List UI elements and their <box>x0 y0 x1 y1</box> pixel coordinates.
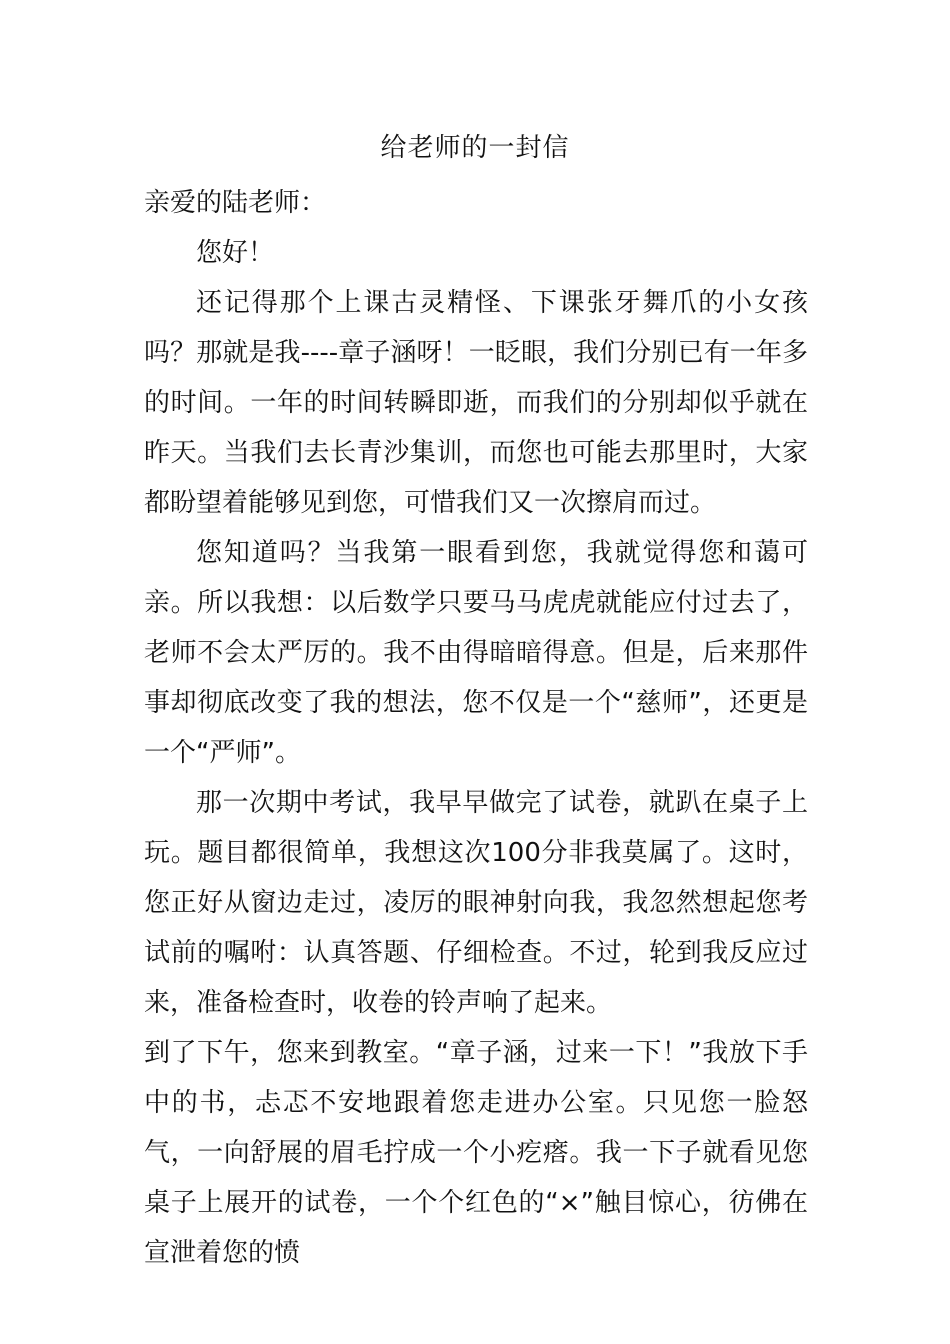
paragraph-midterm-exam: 那一次期中考试，我早早做完了试卷，就趴在桌子上玩。题目都很简单，我想这次100分非我莫属了。这时，您正好从窗边走过，凌厉的眼神射向我，我忽然想起您考试前的嘱咐：认真答题、仔细检查。不过，轮到我反应过来，准备检查时，收卷的铃声响了起来。 <box>144 788 808 1018</box>
paragraph-afternoon-office: 到了下午，您来到教室。“章子涵，过来一下！”我放下手中的书，忐忑不安地跟着您走进办公室。只见您一脸怒气，一向舒展的眉毛拧成一个小疙瘩。我一下子就看见您桌子上展开的试卷，一个个红色的“×”触目惊心，彷佛在宣泄着您的愤 <box>144 1038 808 1268</box>
paragraph-greeting: 您好！ <box>196 238 275 268</box>
letter-salutation: 亲爱的陆老师： <box>144 188 327 218</box>
paragraph-memory: 还记得那个上课古灵精怪、下课张牙舞爪的小女孩吗？那就是我----章子涵呀！一眨眼，我们分别已有一年多的时间。一年的时间转瞬即逝，而我们的分别却似乎就在昨天。当我们去长青沙集训，而您也可能去那里时，大家都盼望着能够见到您，可惜我们又一次擦肩而过。 <box>144 288 808 518</box>
letter-title: 给老师的一封信 <box>380 133 570 163</box>
paragraph-first-impression: 您知道吗？当我第一眼看到您，我就觉得您和蔼可亲。所以我想：以后数学只要马马虎虎就能应付过去了，老师不会太严厉的。我不由得暗暗得意。但是，后来那件事却彻底改变了我的想法，您不仅是一个“慈师”，还更是一个“严师”。 <box>144 538 808 768</box>
letter-body <box>144 178 808 1278</box>
